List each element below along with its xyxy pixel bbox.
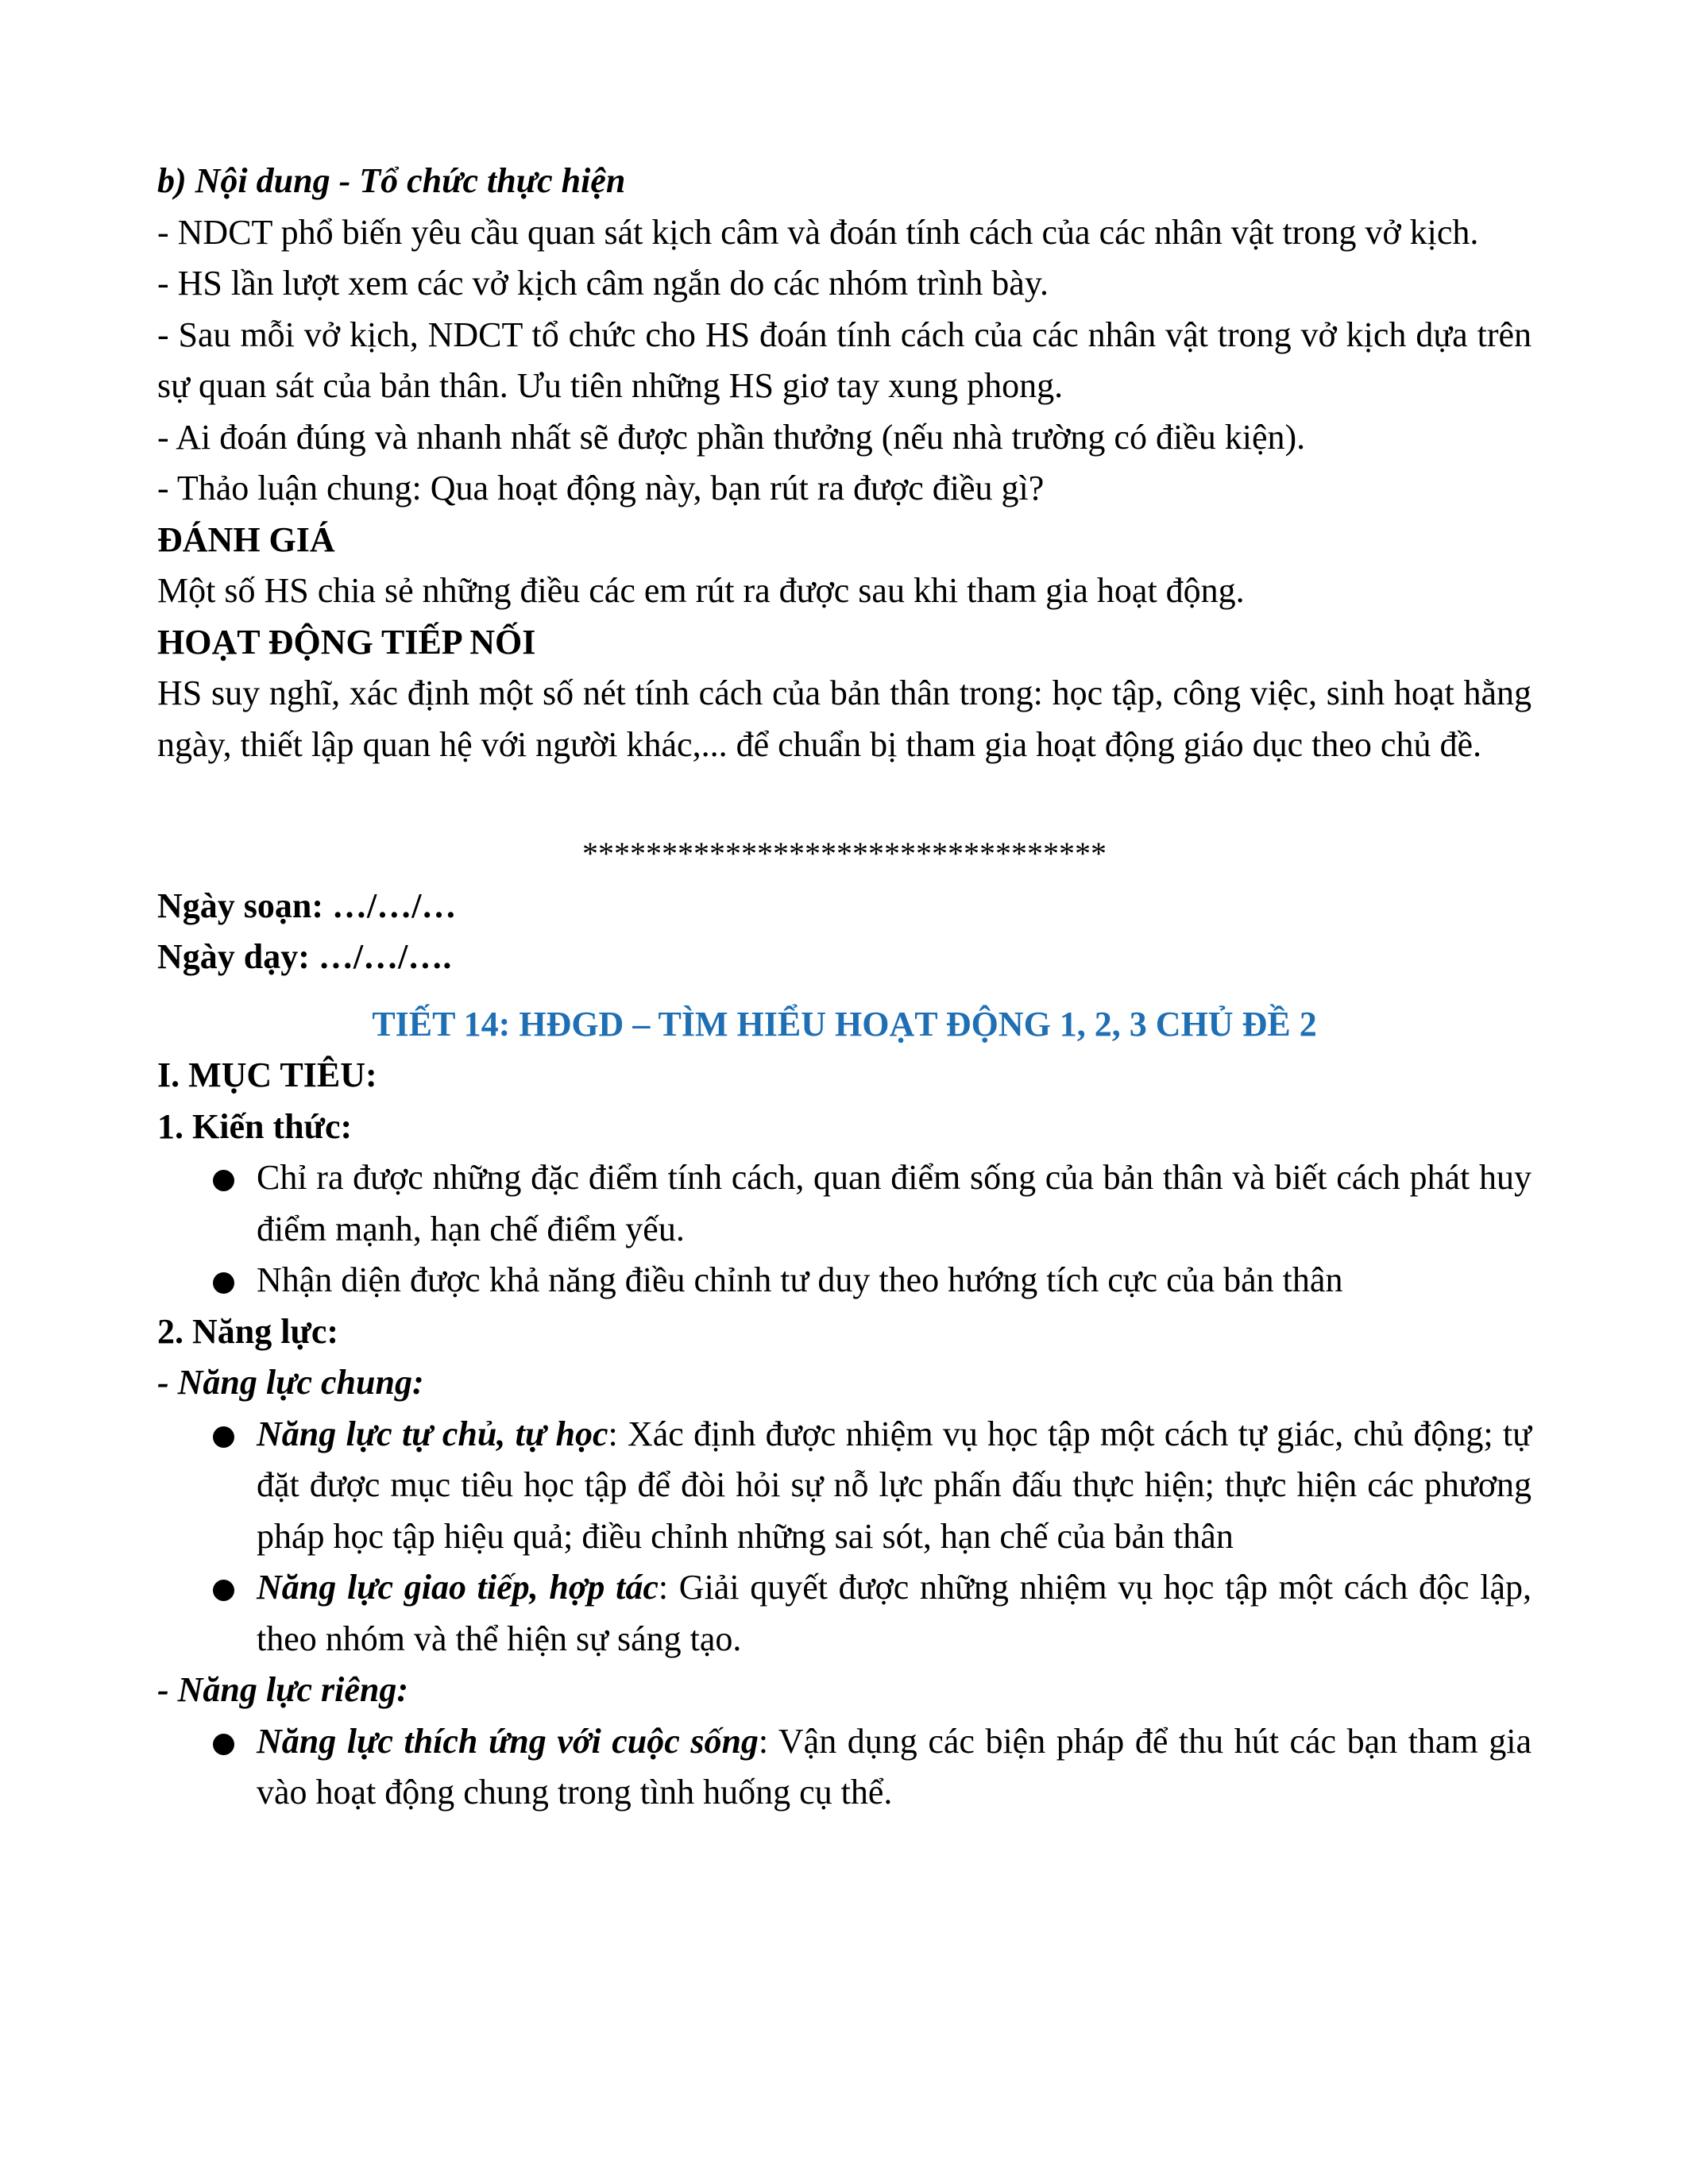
- lesson-title: TIẾT 14: HĐGD – TÌM HIỂU HOẠT ĐỘNG 1, 2, 3 CHỦ ĐỀ 2: [372, 1004, 1317, 1044]
- bullet-icon: [213, 1272, 234, 1294]
- list-item: [157, 1562, 1532, 1665]
- date-taught: Ngày dạy: …/…/….: [157, 937, 452, 976]
- danh-gia-heading: ĐÁNH GIÁ: [157, 519, 335, 559]
- list-item-label: Năng lực giao tiếp, hợp tác: [257, 1568, 659, 1607]
- bullet-icon: [213, 1426, 234, 1448]
- list-item-text: Nhận diện được khả năng điều chỉnh tư duy theo hướng tích cực của bản thân: [257, 1260, 1343, 1299]
- spacer: [157, 770, 1532, 822]
- separator-stars: *********************************: [582, 835, 1107, 871]
- section-b-heading: b) Nội dung - Tổ chức thực hiện: [157, 161, 626, 200]
- list-item: [157, 1716, 1532, 1819]
- kien-thuc-heading: 1. Kiến thức:: [157, 1106, 353, 1146]
- section-b-line-2: - HS lần lượt xem các vở kịch câm ngắn do các nhóm trình bày.: [157, 264, 1049, 303]
- list-item: [157, 1255, 1532, 1306]
- bullet-icon: [213, 1170, 234, 1191]
- nang-luc-rieng-list: [157, 1716, 1532, 1819]
- date-prepared: Ngày soạn: …/…/…: [157, 886, 457, 925]
- document-page: [157, 156, 1532, 1819]
- list-item-text: Chỉ ra được những đặc điểm tính cách, quan điểm sống của bản thân và biết cách phát huy điểm mạnh, hạn chế điểm yếu.: [257, 1158, 1532, 1248]
- section-b-line-4: - Ai đoán đúng và nhanh nhất sẽ được phần thưởng (nếu nhà trường có điều kiện).: [157, 417, 1306, 457]
- section-b-line-5: - Thảo luận chung: Qua hoạt động này, bạn rút ra được điều gì?: [157, 469, 1045, 507]
- section-b-line-3: - Sau mỗi vở kịch, NDCT tổ chức cho HS đoán tính cách của các nhân vật trong vở kịch dựa trên sự quan sát của bản thân. Ưu tiên những HS giơ tay xung phong.: [157, 314, 1532, 405]
- nang-luc-heading: 2. Năng lực:: [157, 1311, 339, 1351]
- nang-luc-chung-list: [157, 1409, 1532, 1665]
- list-item: [157, 1152, 1532, 1255]
- section-b-line-1: - NDCT phổ biến yêu cầu quan sát kịch câm và đoán tính cách của các nhân vật trong vở kịch.: [157, 212, 1479, 252]
- nang-luc-rieng-heading: - Năng lực riêng:: [157, 1670, 409, 1709]
- danh-gia-text: Một số HS chia sẻ những điều các em rút ra được sau khi tham gia hoạt động.: [157, 571, 1245, 610]
- kien-thuc-list: [157, 1152, 1532, 1306]
- list-item-text: : Xác định được nhiệm vụ học tập một cách tự giác, chủ động; tự đặt được mục tiêu học tập để đòi hỏi sự nỗ lực phấn đấu thực hiện; thực hiện các phương pháp học tập hiệu quả; điều chỉnh những sai sót, hạn chế của bản thân: [257, 1414, 1532, 1556]
- list-item-label: Năng lực thích ứng với cuộc sống: [257, 1721, 759, 1761]
- list-item: [157, 1409, 1532, 1563]
- bullet-icon: [213, 1580, 234, 1601]
- muc-tieu-heading: I. MỤC TIÊU:: [157, 1055, 377, 1094]
- list-item-text: : Vận dụng các biện pháp để thu hút các bạn tham gia vào hoạt động chung trong tình huống cụ thể.: [257, 1721, 1532, 1812]
- list-item-text: : Giải quyết được những nhiệm vụ học tập một cách độc lập, theo nhóm và thể hiện sự sáng tạo.: [257, 1568, 1532, 1658]
- tiep-noi-heading: HOẠT ĐỘNG TIẾP NỐI: [157, 622, 536, 662]
- nang-luc-chung-heading: - Năng lực chung:: [157, 1363, 424, 1402]
- bullet-icon: [213, 1734, 234, 1755]
- tiep-noi-text: HS suy nghĩ, xác định một số nét tính cách của bản thân trong: học tập, công việc, sinh hoạt hằng ngày, thiết lập quan hệ với người khác,... để chuẩn bị tham gia hoạt động giáo dục theo chủ đề.: [157, 673, 1532, 764]
- list-item-label: Năng lực tự chủ, tự học: [257, 1414, 608, 1453]
